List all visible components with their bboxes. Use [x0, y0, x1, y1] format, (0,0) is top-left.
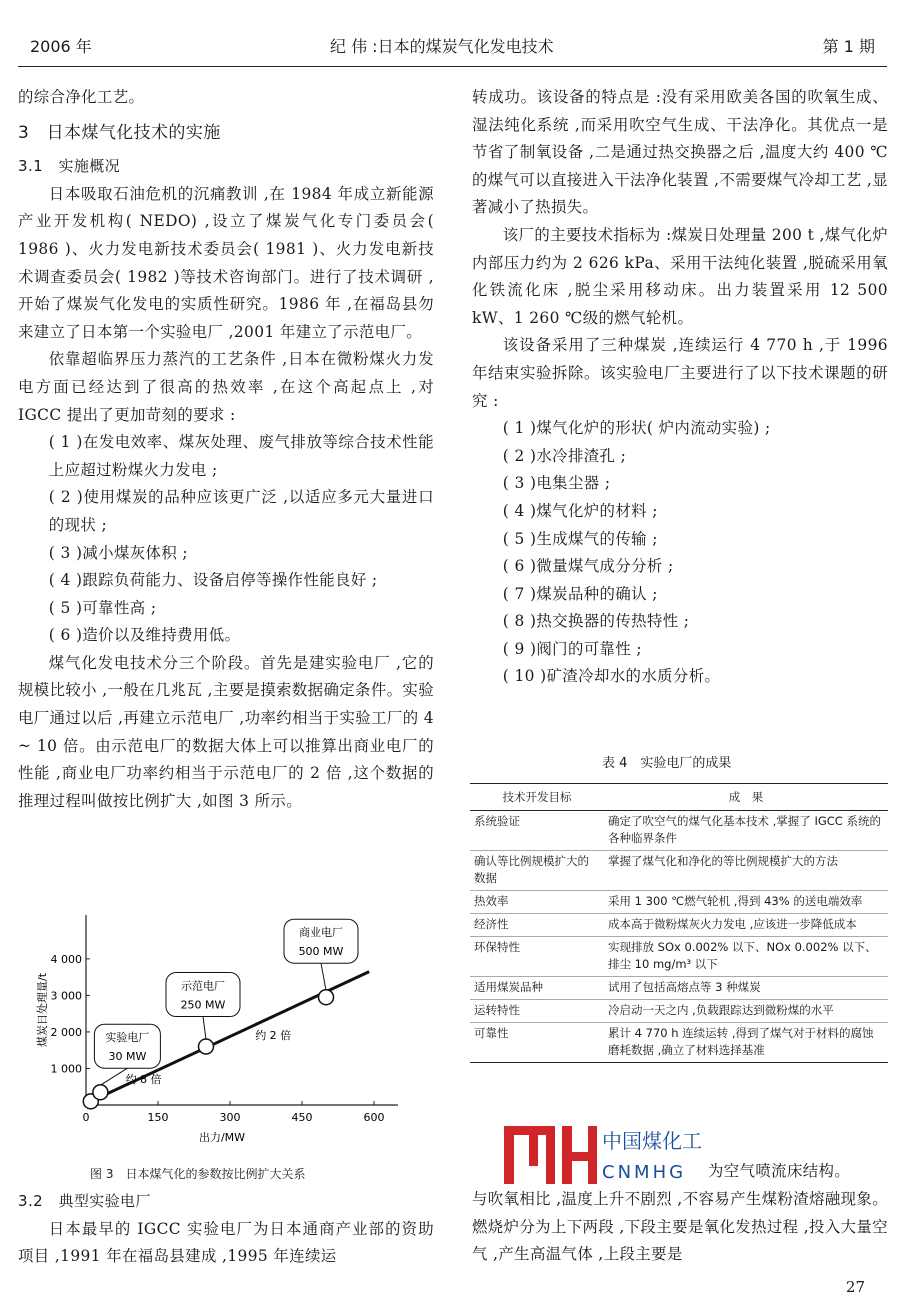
- list-item: ( 3 )减小煤灰体积 ;: [48, 543, 189, 562]
- list-item: ( 8 )热交换器的传热特性 ;: [502, 612, 690, 631]
- table-cell: 热效率: [470, 891, 604, 914]
- callout-label: 实验电厂: [105, 1031, 150, 1045]
- x-tick-label: 600: [363, 1111, 385, 1124]
- callout-value: 500 MW: [298, 945, 344, 959]
- table-cell: 掌握了煤气化和净化的等比例规模扩大的方法: [604, 851, 888, 891]
- table-cell: 运转特性: [470, 1000, 604, 1023]
- x-tick-label: 0: [82, 1111, 90, 1124]
- table-caption: 表 4 实验电厂的成果: [602, 756, 732, 771]
- table-row: [470, 891, 888, 914]
- table-cell: 适用煤炭品种: [470, 977, 604, 1000]
- y-tick-label: 2 000: [50, 1025, 82, 1039]
- table-row: [470, 1023, 888, 1063]
- results-table: [470, 783, 888, 1063]
- data-point: [199, 1039, 214, 1054]
- header-issue: 第 1 期: [822, 37, 875, 56]
- list-item: ( 10 )矿渣冷却水的水质分析。: [502, 667, 721, 686]
- table-header: 成 果: [604, 784, 888, 811]
- x-tick-label: 300: [219, 1111, 241, 1124]
- table-header: 技术开发目标: [470, 784, 604, 811]
- table-row: [470, 811, 888, 851]
- left-column-top: [18, 84, 434, 815]
- left-column-bottom: [18, 1188, 434, 1271]
- annotation-8x: 约 8 倍: [125, 1073, 162, 1087]
- list-item: ( 1 )煤气化炉的形状( 炉内流动实验) ;: [502, 419, 771, 438]
- table-cell: 累计 4 770 h 连续运转 ,得到了煤气对于材料的腐蚀磨耗数据 ,确立了材料选择基准: [604, 1023, 888, 1063]
- table-row: [470, 914, 888, 937]
- paragraph: 依靠超临界压力蒸汽的工艺条件 ,日本在微粉煤火力发电方面已经达到了很高的热效率 ,在这个高起点上 ,对 IGCC 提出了更加苛刻的要求 :: [18, 350, 434, 424]
- table-cell: 经济性: [470, 914, 604, 937]
- callout-value: 30 MW: [108, 1050, 147, 1064]
- table-header-row: [470, 784, 888, 811]
- header-year: 2006 年: [30, 37, 92, 56]
- logo-mark-icon: [504, 1126, 597, 1184]
- list-item: ( 2 )水冷排渣孔 ;: [502, 446, 627, 465]
- paragraph: 的综合净化工艺。: [18, 88, 145, 106]
- list-item: ( 1 )在发电效率、煤灰处理、废气排放等综合技术性能上应超过粉煤火力发电 ;: [48, 433, 434, 479]
- list-item: ( 5 )生成煤气的传输 ;: [502, 529, 658, 548]
- y-tick-label: 3 000: [50, 989, 82, 1003]
- table-row: [470, 977, 888, 1000]
- table-row: [470, 1000, 888, 1023]
- callout-pointer: [203, 1017, 206, 1040]
- x-axis-label: 出力/MW: [198, 1131, 246, 1144]
- x-tick-label: 150: [147, 1111, 169, 1124]
- header-rule: [18, 66, 887, 67]
- page-number: 27: [845, 1278, 865, 1296]
- table-row: [470, 851, 888, 891]
- annotation-2x: 约 2 倍: [255, 1029, 292, 1043]
- table-cell: 试用了包括高熔点等 3 种煤炭: [604, 977, 888, 1000]
- table-cell: 实现排放 SOx 0.002% 以下、NOx 0.002% 以下、排尘 10 mg/m³ 以下: [604, 937, 888, 977]
- list-item: ( 3 )电集尘器 ;: [502, 474, 611, 493]
- paragraph: 与吹氧相比 ,温度上升不剧烈 ,不容易产生煤粉渣熔融现象。燃烧炉分为上下两段 ,下段主要是氧化发热过程 ,投入大量空气 ,产生高温气体 ,上段主要是: [472, 1190, 888, 1264]
- list-item: ( 6 )造价以及维持费用低。: [48, 626, 241, 645]
- paragraph: 日本吸取石油危机的沉痛教训 ,在 1984 年成立新能源产业开发机构( NEDO) ,设立了煤炭气化专门委员会( 1986 )、火力发电新技术委员会( 1981 )、火力发电新技术调查委员会( 1982 )等技术咨询部门。进行了技术调研 ,开始了煤炭气化发电的实质性研究。1986 年 ,在福岛县勿来建立了日本第一个实验电厂 ,2001 年建立了示范电厂。: [18, 184, 434, 341]
- table-cell: 成本高于微粉煤灰火力发电 ,应该进一步降低成本: [604, 914, 888, 937]
- paragraph: 转成功。该设备的特点是 :没有采用欧美各国的吹氧生成、湿法纯化系统 ,而采用吹空气生成、干法净化。其优点一是节省了制氧设备 ,二是通过热交换器之后 ,温度大约 400 ℃的煤气可以直接进入干法净化装置 ,不需要煤气冷却工艺 ,显著减小了热损失。: [472, 88, 888, 217]
- table-cell: 冷启动一天之内 ,负载跟踪达到微粉煤的水平: [604, 1000, 888, 1023]
- y-axis-label: 煤炭日处理量/t: [36, 972, 49, 1048]
- section-heading: 3 日本煤气化技术的实施: [18, 122, 221, 143]
- subsection-heading: 3.2 典型实验电厂: [18, 1192, 151, 1210]
- list-item: ( 4 )跟踪负荷能力、设备启停等操作性能良好 ;: [48, 571, 378, 590]
- list-item: ( 4 )煤气化炉的材料 ;: [502, 501, 658, 520]
- cnmhg-logo: [502, 1124, 707, 1186]
- list-item: ( 5 )可靠性高 ;: [48, 598, 157, 617]
- paragraph: 日本最早的 IGCC 实验电厂为日本通商产业部的资助项目 ,1991 年在福岛县建成 ,1995 年连续运: [18, 1219, 434, 1266]
- data-point: [93, 1085, 108, 1100]
- list-item: ( 7 )煤炭品种的确认 ;: [502, 584, 658, 603]
- table-cell: 确定了吹空气的煤气化基本技术 ,掌握了 IGCC 系统的各种临界条件: [604, 811, 888, 851]
- right-column-top: [472, 84, 888, 691]
- subsection-heading: 3.1 实施概况: [18, 157, 121, 176]
- table-cell: 确认等比例规模扩大的数据: [470, 851, 604, 891]
- table-cell: 系统验证: [470, 811, 604, 851]
- table-cell: 采用 1 300 ℃燃气轮机 ,得到 43% 的送电端效率: [604, 891, 888, 914]
- figure-3-chart: [30, 905, 430, 1160]
- right-column-bottom: [472, 1186, 888, 1269]
- y-tick-label: 4 000: [50, 952, 82, 966]
- callout-pointer: [321, 963, 326, 990]
- callout-label: 商业电厂: [299, 926, 343, 940]
- list-item: ( 9 )阀门的可靠性 ;: [502, 639, 643, 658]
- list-item: ( 2 )使用煤炭的品种应该更广泛 ,以适应多元大量进口的现状 ;: [48, 488, 434, 534]
- paragraph: 煤气化发电技术分三个阶段。首先是建实验电厂 ,它的规模比较小 ,一般在几兆瓦 ,主要是摸索数据确定条件。实验电厂通过以后 ,再建立示范电厂 ,功率约相当于实验工厂的 4 ~ 10 倍。由示范电厂的数据大体上可以推算出商业电厂的性能 ,商业电厂功率约相当于示范电厂的 2 倍 ,这个数据的推理过程叫做按比例扩大 ,如图 3 所示。: [18, 653, 434, 810]
- logo-english-text: CNMHG: [602, 1162, 687, 1183]
- header-title: 纪 伟 :日本的煤炭气化发电技术: [330, 37, 554, 56]
- figure-caption: 图 3 日本煤气化的参数按比例扩大关系: [90, 1167, 306, 1181]
- callout-value: 250 MW: [180, 998, 226, 1012]
- paragraph: 该设备采用了三种煤炭 ,连续运行 4 770 h ,于 1996 年结束实验拆除。该实验电厂主要进行了以下技术课题的研究 :: [472, 336, 888, 410]
- data-point: [319, 990, 334, 1005]
- chart-marks: [83, 919, 369, 1109]
- callout-label: 示范电厂: [181, 979, 225, 993]
- x-tick-label: 450: [291, 1111, 313, 1124]
- callout-pointer: [100, 1068, 127, 1085]
- table-cell: 可靠性: [470, 1023, 604, 1063]
- right-column-tail: [708, 1158, 850, 1186]
- paragraph: 为空气喷流床结构。: [708, 1162, 851, 1180]
- table-cell: 环保特性: [470, 937, 604, 977]
- y-tick-label: 1 000: [50, 1062, 82, 1076]
- paragraph: 该厂的主要技术指标为 :煤炭日处理量 200 t ,煤气化炉内部压力约为 2 626 kPa、采用干法纯化装置 ,脱硫采用氧化铁流化床 ,脱尘采用移动床。出力装置采用 12 500 kW、1 260 ℃级的燃气轮机。: [472, 225, 888, 327]
- table-row: [470, 937, 888, 977]
- logo-chinese-text: 中国煤化工: [602, 1129, 702, 1153]
- list-item: ( 6 )微量煤气成分分析 ;: [502, 557, 674, 576]
